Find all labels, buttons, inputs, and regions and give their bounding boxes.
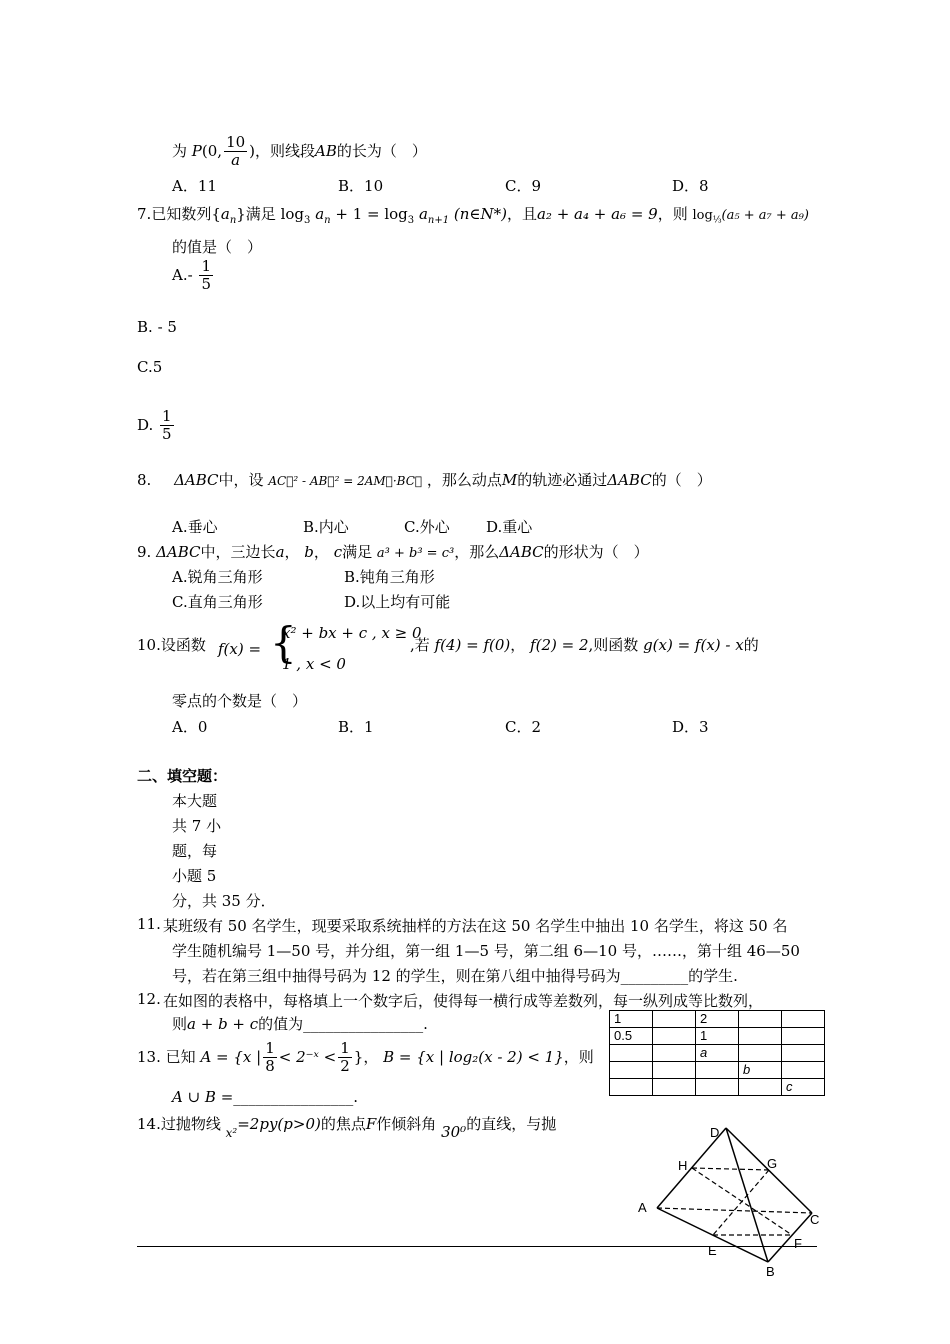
q10-line2: 零点的个数是（ ） — [172, 692, 308, 710]
table-cell: 1 — [610, 1011, 653, 1028]
q7-option-d: D. $\frac{1}{5}$ — [137, 407, 172, 444]
q11-line-1: 某班级有 50 名学生，现要采取系统抽样的方法在这 50 名学生中抽出 10 名学生，将这 50 名 — [163, 917, 788, 935]
table-row — [610, 1011, 825, 1028]
q8-option-c: C.外心 — [404, 518, 450, 536]
section-desc-4: 小题 5 — [172, 867, 217, 885]
label-e: E — [708, 1243, 717, 1258]
q12-line-1: 在如图的表格中，每格填上一个数字后，使得每一横行成等差数列，每一纵列成等比数列， — [163, 992, 764, 1010]
q10-option-b: B．1 — [338, 718, 374, 736]
q7-option-c: C.5 — [137, 358, 163, 376]
q9-option-b: B.钝角三角形 — [344, 568, 435, 586]
q14-stem: 14.过抛物线 $_{x^2}$=2py(p>0)的焦点F作倾斜角 30⁰的直线，与抛 — [137, 1115, 557, 1141]
table-cell — [653, 1045, 696, 1062]
q7-stem: 7.已知数列$\{a_n\}$满足 $\log_3 a_n + 1 = \log_3 a_{n+1}$ (n∈N*)，且a₂ + a₄ + a₆ = 9，则 $\log_{\frac{1}{3}}(a_5 + a_7 + a_9)$ — [137, 205, 809, 226]
q10-option-a: A．0 — [172, 718, 208, 736]
section-title: 二、填空题： — [137, 767, 228, 785]
table-cell — [739, 1045, 782, 1062]
label-b: B — [766, 1264, 775, 1279]
tetrahedron-figure — [630, 1120, 830, 1280]
q6-option-c: C．9 — [505, 177, 542, 195]
section-desc-1: 本大题 — [172, 792, 218, 810]
q11-line-3: 号，若在第三组中抽得号码为 12 的学生，则在第八组中抽得号码为_________的学生. — [172, 967, 738, 985]
q10-option-d: D．3 — [672, 718, 709, 736]
table-cell — [653, 1028, 696, 1045]
table-cell: c — [782, 1079, 825, 1096]
q9-option-a: A.锐角三角形 — [172, 568, 263, 586]
table-cell — [739, 1079, 782, 1096]
table-cell: 0.5 — [610, 1028, 653, 1045]
section-desc-2: 共 7 小 — [172, 817, 222, 835]
q11-number: 11. — [137, 915, 161, 933]
table-cell — [696, 1062, 739, 1079]
table-cell — [782, 1028, 825, 1045]
q8-stem: 8. ΔABC中，设 AC⃗² - AB⃗² = 2AM⃗·BC⃗ ，那么动点M的轨迹必通过ΔABC的（ ） — [137, 471, 712, 489]
table-cell — [696, 1079, 739, 1096]
q6-fraction: $\frac{10}{a}$ — [226, 133, 246, 170]
table-cell — [653, 1062, 696, 1079]
label-c: C — [810, 1212, 820, 1227]
q10-fx: f(x) = — [218, 640, 262, 658]
q6-option-d: D．8 — [672, 177, 709, 195]
footer-divider — [137, 1246, 817, 1247]
q8-option-a: A.垂心 — [172, 518, 218, 536]
label-d: D — [710, 1125, 720, 1140]
q7-option-a: A.- $\frac{1}{5}$ — [172, 257, 211, 294]
q12-line-2: 则a + b + c的值为________________. — [172, 1015, 428, 1033]
q10-option-c: C．2 — [505, 718, 542, 736]
label-f: F — [794, 1236, 802, 1251]
table-cell — [653, 1079, 696, 1096]
q11-line-2: 学生随机编号 1—50 号，并分组，第一组 1—5 号，第二组 6—10 号，……，第十组 46—50 — [172, 942, 800, 960]
section-desc-5: 分，共 35 分． — [172, 892, 276, 910]
q6-option-a: A．11 — [172, 177, 217, 195]
q10-number: 10.设函数 — [137, 636, 206, 654]
q12-grid-table — [609, 1010, 825, 1096]
table-cell: 2 — [696, 1011, 739, 1028]
table-cell: b — [739, 1062, 782, 1079]
q10-conditions: ,若 f(4) = f(0)， f(2) = 2,则函数 g(x) = f(x) - x的 — [410, 636, 759, 654]
table-row — [610, 1045, 825, 1062]
q8-option-d: D.重心 — [486, 518, 533, 536]
table-cell — [782, 1011, 825, 1028]
q12-number: 12. — [137, 990, 161, 1008]
q13-line-2: A ∪ B =________________. — [172, 1088, 359, 1106]
q6-option-b: B．10 — [338, 177, 384, 195]
table-cell — [782, 1045, 825, 1062]
q6-stem: 为 P(0, $\frac{10}{a}$ )，则线段AB的长为（ ） — [172, 133, 427, 170]
table-cell — [739, 1011, 782, 1028]
edge-cb — [768, 1213, 812, 1262]
table-cell: a — [696, 1045, 739, 1062]
table-cell — [610, 1062, 653, 1079]
table-cell — [610, 1045, 653, 1062]
label-h: H — [678, 1158, 688, 1173]
edge-da — [657, 1128, 726, 1208]
table-cell — [653, 1011, 696, 1028]
table-cell: 1 — [696, 1028, 739, 1045]
q10-brace: { — [270, 618, 297, 667]
table-cell — [782, 1062, 825, 1079]
q7-line2: 的值是（ ） — [172, 238, 263, 256]
q9-option-c: C.直角三角形 — [172, 593, 263, 611]
segment-ge — [713, 1170, 769, 1235]
q10-case2: 1 , x < 0 — [282, 655, 346, 673]
table-row — [610, 1079, 825, 1096]
table-cell — [739, 1028, 782, 1045]
q10-case1: x² + bx + c , x ≥ 0 — [282, 624, 422, 642]
q7-option-b: B. - 5 — [137, 318, 177, 336]
table-row — [610, 1028, 825, 1045]
table-cell — [610, 1079, 653, 1096]
section-desc-3: 题，每 — [172, 842, 218, 860]
q9-option-d: D.以上均有可能 — [344, 593, 451, 611]
q8-option-b: B.内心 — [303, 518, 349, 536]
segment-hg — [692, 1168, 769, 1170]
edge-ac-hidden — [657, 1208, 812, 1213]
label-a: A — [638, 1200, 647, 1215]
q9-stem: 9. ΔABC中，三边长a， b， c满足 a³ + b³ = c³，那么ΔABC的形状为（ ） — [137, 543, 649, 561]
q13-stem: 13. 已知 A = {x | $\frac{1}{8}$ < 2⁻ˣ < $\frac{1}{2}$ }， B = {x | log₂(x - 2) < 1}，则 — [137, 1039, 594, 1076]
label-g: G — [767, 1156, 778, 1171]
table-row — [610, 1062, 825, 1079]
